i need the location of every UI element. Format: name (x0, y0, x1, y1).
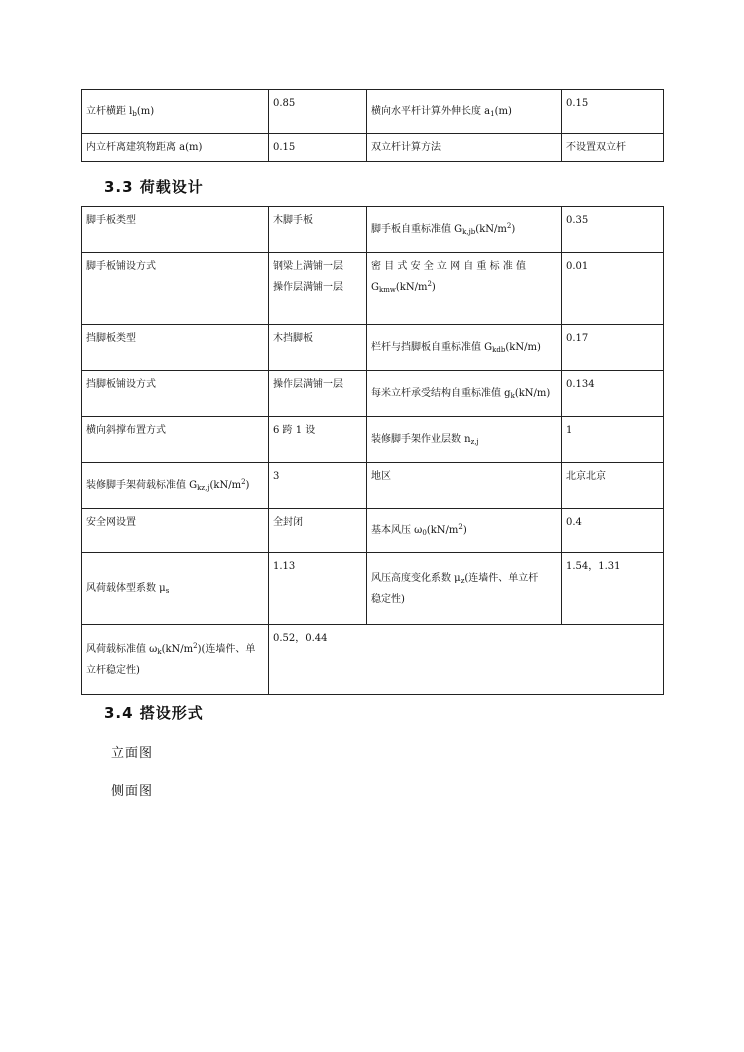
table-row (82, 371, 664, 417)
label-line: 立杆稳定性) (86, 664, 140, 676)
table-cell-value: 1.54，1.31 (562, 553, 664, 625)
table-cell-value: 木脚手板 (269, 207, 367, 253)
table-cell-label (367, 253, 562, 325)
table-cell-value: 0.17 (562, 325, 664, 371)
table-cell-label: 脚手板类型 (82, 207, 269, 253)
table-cell-value: 0.01 (562, 253, 664, 325)
table-cell-value: 1 (562, 417, 664, 463)
table-cell-value: 0.15 (562, 90, 664, 134)
table-row (82, 553, 664, 625)
table-cell-label: 挡脚板铺设方式 (82, 371, 269, 417)
table-cell-label: 立杆横距 $l_b(m)$ (82, 90, 269, 134)
table-cell-label: 挡脚板类型 (82, 325, 269, 371)
table-cell-value: 木挡脚板 (269, 325, 367, 371)
label-line: 风压高度变化系数 $\mu_z$(连墙件、单立杆 (371, 572, 539, 585)
value-line: 钢梁上满铺一层 (273, 261, 343, 272)
table-cell-label: 双立杆计算方法 (367, 134, 562, 162)
table-cell-value: 0.52，0.44 (269, 625, 664, 695)
section-heading: 3.3 荷载设计 (104, 178, 204, 196)
table-cell-value (269, 253, 367, 325)
table-cell-value: 6 跨 1 设 (269, 417, 367, 463)
value-line: 操作层满铺一层 (273, 282, 343, 293)
label-line: 密 目 式 安 全 立 网 自 重 标 准 值 (371, 261, 526, 272)
table-row (82, 134, 664, 162)
table-cell-label (367, 553, 562, 625)
table-cell-label: 每米立杆承受结构自重标准值 $g_k(kN/m)$ (367, 371, 562, 417)
table-cell-label: 内立杆离建筑物距离 a(m) (82, 134, 269, 162)
table-row (82, 625, 664, 695)
table-row (82, 417, 664, 463)
table-row (82, 253, 664, 325)
table-cell-value: 0.35 (562, 207, 664, 253)
table-row (82, 207, 664, 253)
table-cell-label: 栏杆与挡脚板自重标准值 $G_{kdb}(kN/m)$ (367, 325, 562, 371)
table-cell-label (82, 625, 269, 695)
section-heading: 3.4 搭设形式 (104, 704, 204, 722)
table-cell-label: 横向水平杆计算外伸长度 $a_1(m)$ (367, 90, 562, 134)
table-row (82, 509, 664, 553)
table-cell-value: 0.85 (269, 90, 367, 134)
table-cell-label: 装修脚手架作业层数 $n_{z,j}$ (367, 417, 562, 463)
label-line: $G_{kmw}(kN/m^2)$ (371, 280, 436, 294)
table-cell-label: 装修脚手架荷载标准值 $G_{kz,j}(kN/m^2)$ (82, 463, 269, 509)
figure-caption-side: 侧面图 (111, 784, 154, 799)
table-cell-label: 基本风压 $\omega_0(kN/m^2)$ (367, 509, 562, 553)
table-cell-value: 北京北京 (562, 463, 664, 509)
table-cell-value: 0.4 (562, 509, 664, 553)
table-cell-label: 横向斜撑布置方式 (82, 417, 269, 463)
table-cell-label: 脚手板铺设方式 (82, 253, 269, 325)
table-row (82, 90, 664, 134)
table-cell-value: 0.134 (562, 371, 664, 417)
label-line: 稳定性) (371, 593, 405, 605)
table-cell-value: 0.15 (269, 134, 367, 162)
table-cell-label: 风荷载体型系数 $\mu_s$ (82, 553, 269, 625)
table-cell-value: 操作层满铺一层 (269, 371, 367, 417)
table-cell-label: 地区 (367, 463, 562, 509)
table-cell-label: 安全网设置 (82, 509, 269, 553)
figure-caption-elevation: 立面图 (111, 746, 154, 761)
table-row (82, 463, 664, 509)
label-line: 风荷载标准值 $\omega_k(kN/m^2)$(连墙件、单 (86, 641, 256, 656)
table-cell-value: 不设置双立杆 (562, 134, 664, 162)
table-cell-label: 脚手板自重标准值 $G_{k,jb}(kN/m^2)$ (367, 207, 562, 253)
load-design-table (81, 206, 664, 695)
table-cell-value: 3 (269, 463, 367, 509)
table-cell-value: 全封闭 (269, 509, 367, 553)
parameters-table-top (81, 89, 664, 162)
table-cell-value: 1.13 (269, 553, 367, 625)
table-row (82, 325, 664, 371)
